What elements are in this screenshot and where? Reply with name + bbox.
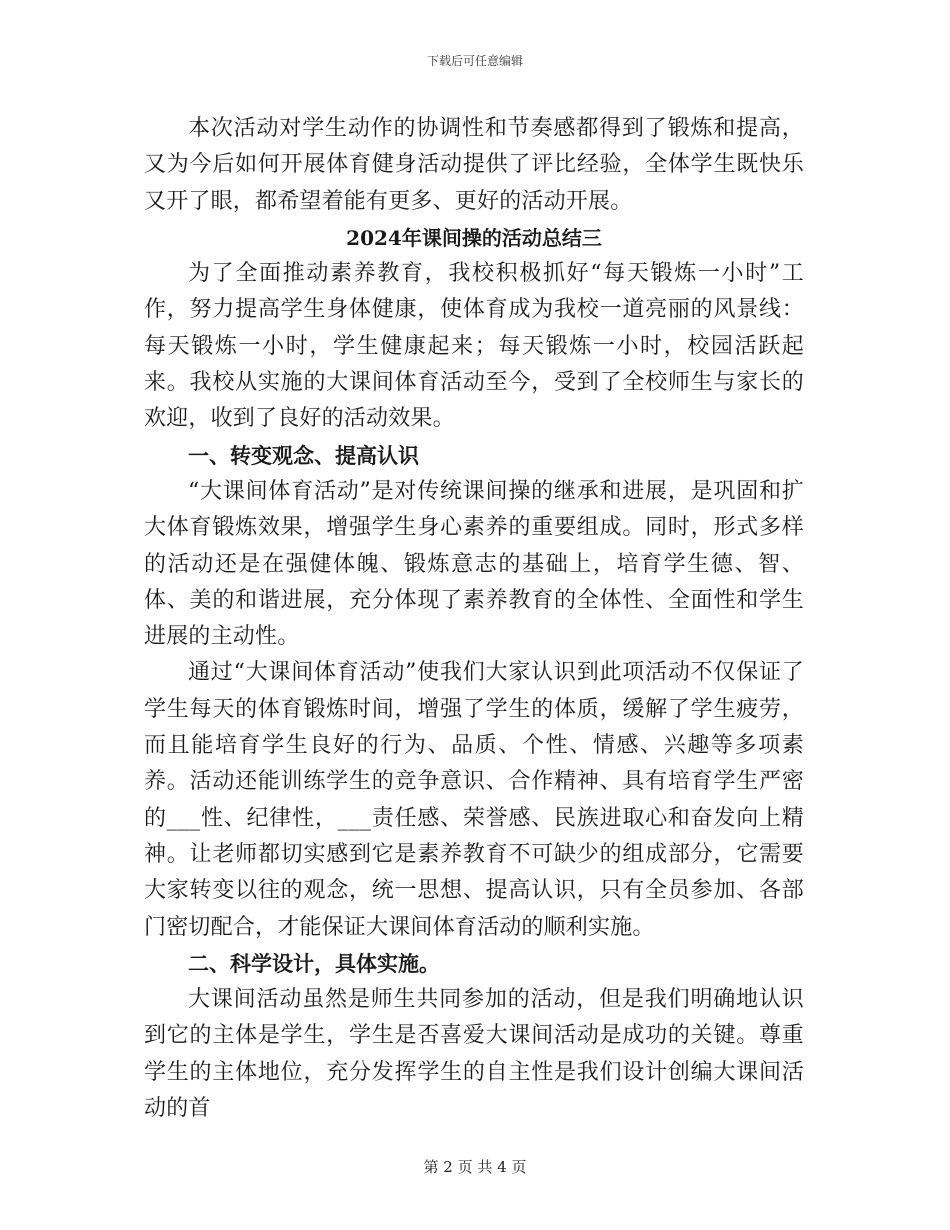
document-body (144, 111, 804, 1127)
heading-2: 二、科学设计，具体实施。 (188, 950, 440, 976)
page-footer: 第 2 页 共 4 页 (423, 1158, 527, 1176)
paragraph-4: 通过“大课间体育活动”使我们大家认识到此项活动不仅保证了学生每天的体育锻炼时间，增强了学生的体质，缓解了学生疲劳，而且能培育学生良好的行为、品质、个性、情感、兴趣等多项素养。活动还能训练学生的竞争意识、合作精神、具有培育学生严密的___性、纪律性，___责任感、荣誉感、民族进取心和奋发向上精神。让老师都切实感到它是素养教育不可缺少的组成部分，它需要大家转变以往的观念，统一思想、提高认识，只有全员参加、各部门密切配合，才能保证大课间体育活动的顺利实施。 (144, 660, 804, 940)
page-header: 下载后可任意编辑 (426, 54, 523, 68)
heading-1: 一、转变观念、提高认识 (188, 442, 419, 468)
paragraph-3: “大课间体育活动”是对传统课间操的继承和进展，是巩固和扩大体育锻炼效果，增强学生身心素养的重要组成。同时，形式多样的活动还是在强健体魄、锻炼意志的基础上，培育学生德、智、体、美的和谐进展，充分体现了素养教育的全体性、全面性和学生进展的主动性。 (144, 478, 804, 650)
paragraph-5: 大课间活动虽然是师生共同参加的活动，但是我们明确地认识到它的主体是学生，学生是否喜爱大课间活动是成功的关键。尊重学生的主体地位，充分发挥学生的自主性是我们设计创编大课间活动的首 (144, 987, 804, 1122)
paragraph-1: 本次活动对学生动作的协调性和节奏感都得到了锻炼和提高，又为今后如何开展体育健身活动提供了评比经验，全体学生既快乐又开了眼，都希望着能有更多、更好的活动开展。 (144, 116, 804, 214)
section-title: 2024年课间操的活动总结三 (346, 225, 602, 250)
paragraph-2: 为了全面推动素养教育，我校积极抓好“每天锻炼一小时”工作，努力提高学生身体健康，使体育成为我校一道亮丽的风景线：每天锻炼一小时，学生健康起来；每天锻炼一小时，校园活跃起来。我校从实施的大课间体育活动至今，受到了全校师生与家长的欢迎，收到了良好的活动效果。 (144, 261, 804, 432)
